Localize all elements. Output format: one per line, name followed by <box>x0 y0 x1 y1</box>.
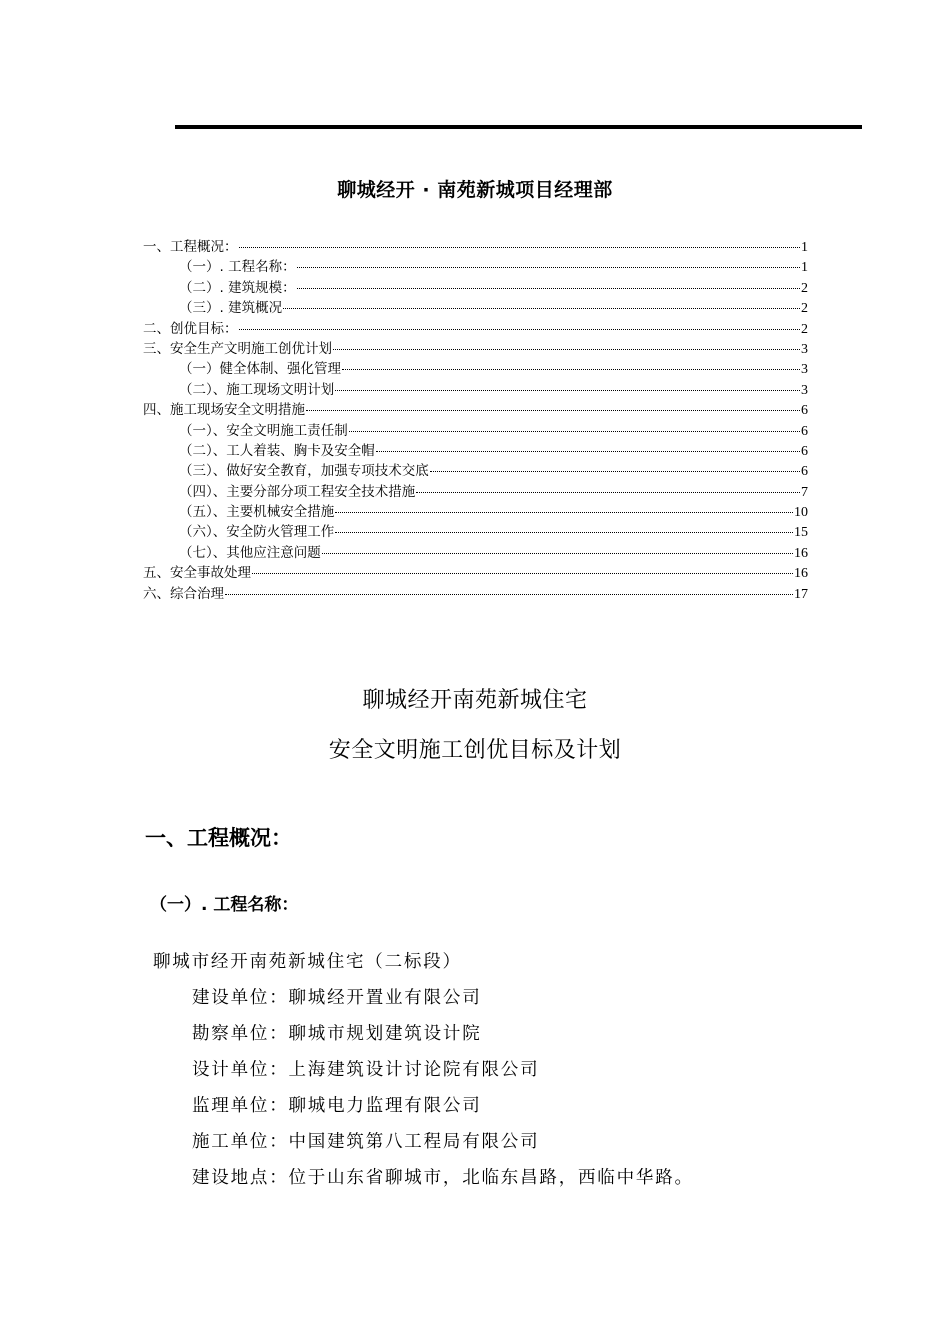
toc-leader-dots <box>349 417 800 432</box>
toc-entry-page: 6 <box>801 464 808 480</box>
toc-entry-page: 16 <box>794 545 808 561</box>
toc-entry-label: 二、创优目标： <box>143 320 238 337</box>
toc-entry-label: （四）、主要分部分项工程安全技术措施 <box>179 483 416 500</box>
toc-entry-label: （一）健全体制、强化管理 <box>179 361 341 378</box>
toc-entry-page: 1 <box>801 240 808 255</box>
subsection-heading: （一）. 工程名称： <box>150 895 299 915</box>
toc-entry-label: （七）、其他应注意问题 <box>179 544 321 561</box>
toc-entry-page: 3 <box>801 341 808 357</box>
toc-entry-page: 10 <box>794 505 808 521</box>
detail-line: 施工单位：中国建筑第八工程局有限公司 <box>192 1132 540 1152</box>
toc-entry-label: 一、工程概况： <box>143 239 238 255</box>
toc-entry-label: 四、施工现场安全文明措施 <box>143 402 305 419</box>
toc-entry-page: 15 <box>794 525 808 541</box>
toc-leader-dots <box>430 457 800 472</box>
toc-leader-dots <box>306 396 800 411</box>
toc-entry-page: 2 <box>801 321 808 337</box>
toc-entry-label: （二）、施工现场文明计划 <box>179 381 335 398</box>
toc-leader-dots <box>335 376 800 391</box>
toc-entry-page: 2 <box>801 280 808 296</box>
toc-entry-label: 五、安全事故处理 <box>143 565 251 582</box>
header-title: 聊城经开 · 南苑新城项目经理部 <box>337 179 613 201</box>
toc-entry-label: （一）、安全文明施工责任制 <box>179 422 348 439</box>
toc-leader-dots <box>283 294 800 309</box>
document-title-line2: 安全文明施工创优目标及计划 <box>328 738 622 763</box>
toc-leader-dots <box>335 498 793 513</box>
project-name: 聊城市经开南苑新城住宅（二标段） <box>153 952 462 972</box>
toc-entry-label: （一）. 工程名称： <box>179 259 296 276</box>
toc-leader-dots <box>225 580 793 595</box>
toc-entry-label: （六）、安全防火管理工作 <box>179 524 335 541</box>
header-rule <box>175 125 862 129</box>
toc-entry[interactable] <box>143 583 808 603</box>
toc-entry-page: 17 <box>794 586 808 602</box>
toc-leader-dots <box>342 355 800 370</box>
document-title-line1: 聊城经开南苑新城住宅 <box>362 688 588 713</box>
toc-entry-page: 16 <box>794 566 808 582</box>
toc-leader-dots <box>252 559 793 574</box>
toc-entry-page: 1 <box>801 260 808 276</box>
toc-leader-dots <box>322 539 793 554</box>
toc-leader-dots <box>416 478 800 493</box>
toc-entry-page: 6 <box>801 423 808 439</box>
toc-entry-page: 6 <box>801 403 808 419</box>
toc-leader-dots <box>297 253 800 268</box>
toc-leader-dots <box>297 274 800 289</box>
toc-entry-page: 3 <box>801 382 808 398</box>
toc-entry-label: （三）、做好安全教育，加强专项技术交底 <box>179 463 429 480</box>
detail-line: 设计单位：上海建筑设计讨论院有限公司 <box>192 1060 540 1080</box>
toc-leader-dots <box>239 315 801 330</box>
table-of-contents <box>143 236 808 603</box>
toc-entry-page: 3 <box>801 362 808 378</box>
toc-entry-label: （二）. 建筑规模： <box>179 279 296 296</box>
toc-entry-page: 2 <box>801 301 808 317</box>
detail-line: 建设单位：聊城经开置业有限公司 <box>192 988 482 1008</box>
toc-leader-dots <box>335 518 793 533</box>
detail-line: 建设地点：位于山东省聊城市，北临东昌路，西临中华路。 <box>192 1168 694 1188</box>
detail-line: 监理单位：聊城电力监理有限公司 <box>192 1096 482 1116</box>
toc-leader-dots <box>239 233 801 248</box>
toc-entry-label: （二）、工人着装、胸卡及安全帽 <box>179 442 375 459</box>
toc-leader-dots <box>333 335 800 350</box>
toc-entry-label: 三、安全生产文明施工创优计划 <box>143 340 332 357</box>
detail-line: 勘察单位：聊城市规划建筑设计院 <box>192 1024 482 1044</box>
toc-entry-label: 六、综合治理 <box>143 585 224 602</box>
toc-entry-page: 6 <box>801 443 808 459</box>
toc-entry-page: 7 <box>801 484 808 500</box>
toc-leader-dots <box>376 437 800 452</box>
section-heading: 一、工程概况： <box>145 826 292 850</box>
toc-entry-label: （五）、主要机械安全措施 <box>179 504 335 521</box>
toc-entry-label: （三）. 建筑概况 <box>179 300 283 317</box>
